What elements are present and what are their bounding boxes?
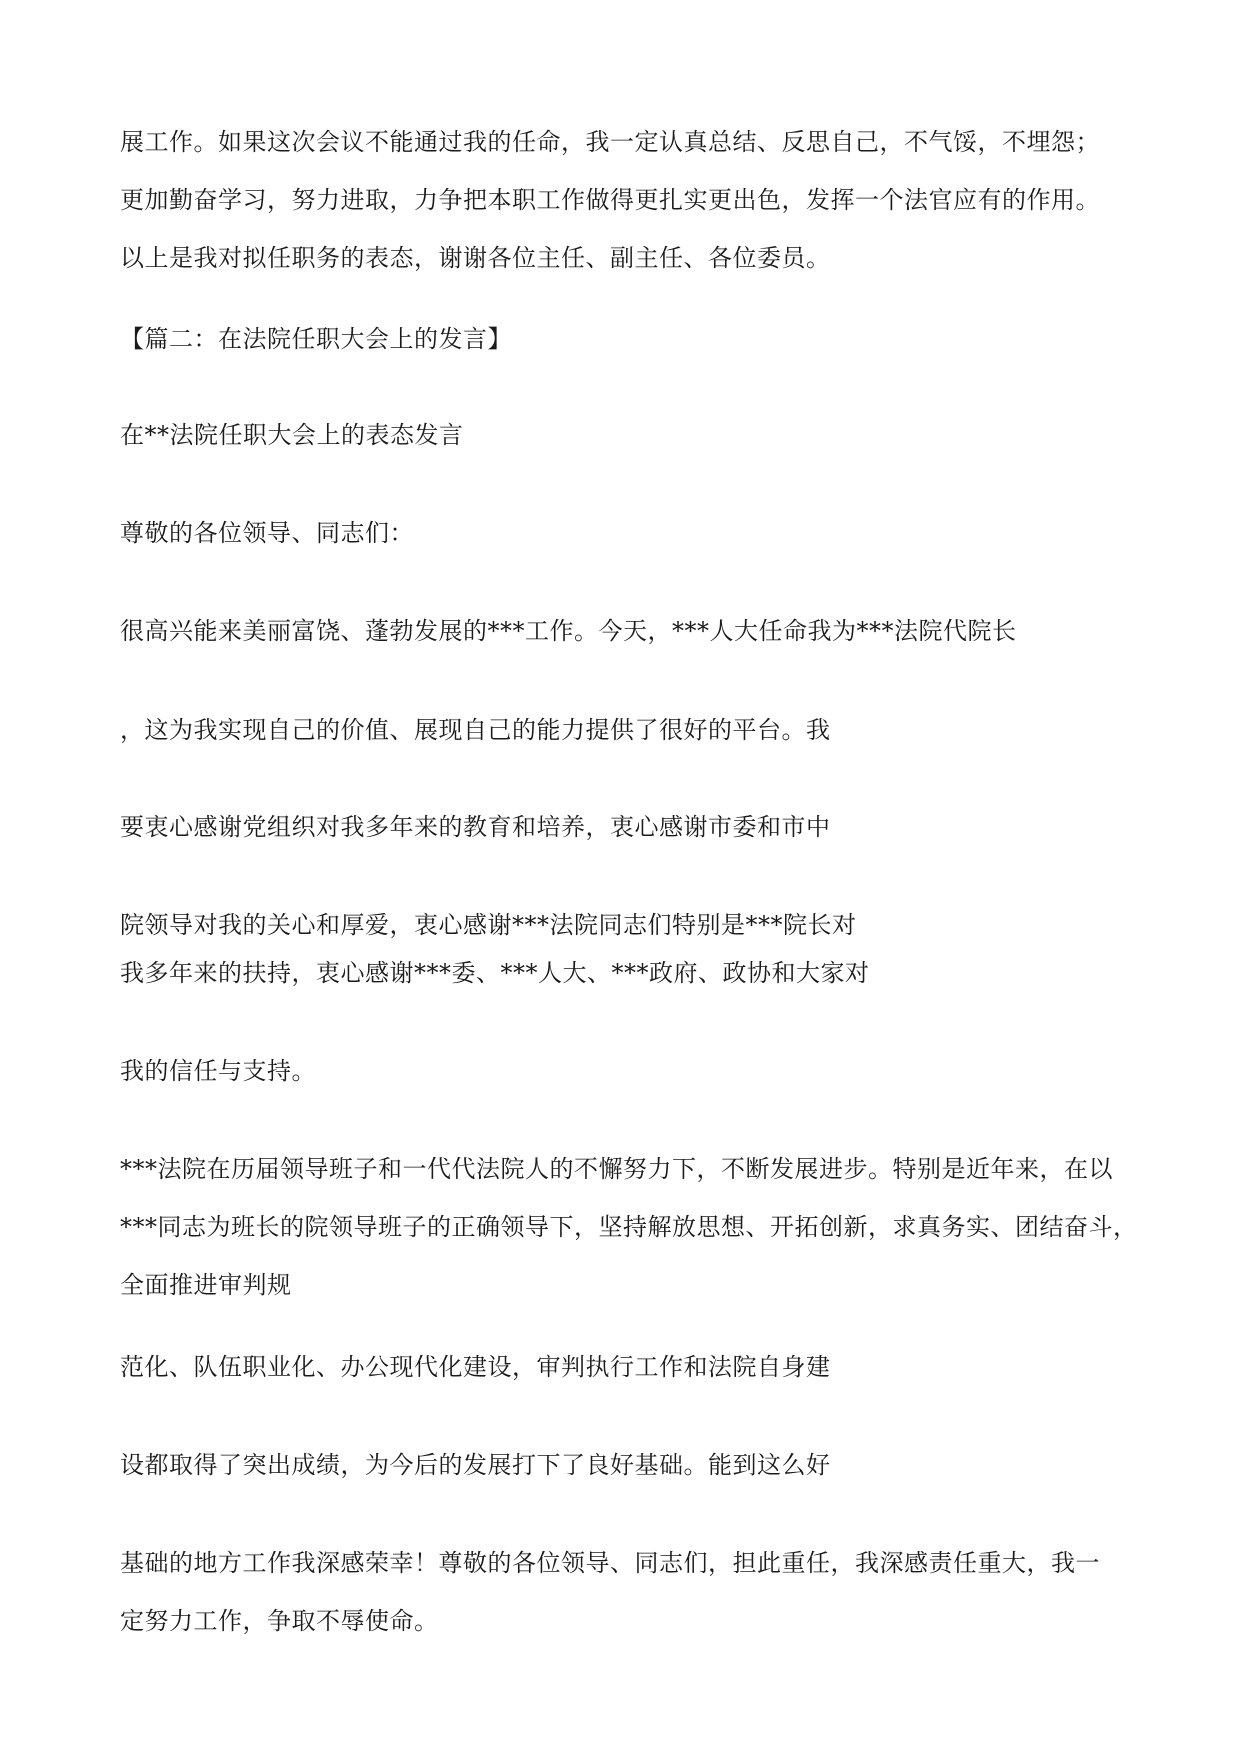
salutation: 尊敬的各位领导、同志们： [120,519,414,547]
text-line: 基础的地方工作我深感荣幸！尊敬的各位领导、同志们，担此重任，我深感责任重大，我一 [120,1549,1100,1577]
section-heading: 【篇二：在法院任职大会上的发言】 [120,325,512,353]
text-line: 我多年来的扶持，衷心感谢***委、***人大、***政府、政协和大家对 [120,959,870,987]
text-line: 定努力工作，争取不辱使命。 [120,1607,439,1635]
text-line: ***法院在历届领导班子和一代代法院人的不懈努力下，不断发展进步。特别是近年来，在以 [120,1155,1113,1183]
text-line: 很高兴能来美丽富饶、蓬勃发展的***工作。今天，***人大任命我为***法院代院长 [120,617,1017,645]
text-line: 我的信任与支持。 [120,1057,316,1085]
text-line: 范化、队伍职业化、办公现代化建设，审判执行工作和法院自身建 [120,1353,831,1381]
text-line: 展工作。如果这次会议不能通过我的任命，我一定认真总结、反思自己，不气馁，不埋怨； [120,128,1100,156]
text-line: 更加勤奋学习，努力进取，力争把本职工作做得更扎实更出色，发挥一个法官应有的作用。 [120,186,1100,214]
speech-title: 在**法院任职大会上的表态发言 [120,421,464,449]
text-line: 要衷心感谢党组织对我多年来的教育和培养，衷心感谢市委和市中 [120,813,831,841]
text-line: 设都取得了突出成绩，为今后的发展打下了良好基础。能到这么好 [120,1451,831,1479]
text-line: ，这为我实现自己的价值、展现自己的能力提供了很好的平台。我 [120,716,831,744]
text-line: 院领导对我的关心和厚爱，衷心感谢***法院同志们特别是***院长对 [120,911,857,939]
text-line: ***同志为班长的院领导班子的正确领导下，坚持解放思想、开拓创新，求真务实、团结奋斗， [120,1213,1138,1241]
text-line: 以上是我对拟任职务的表态，谢谢各位主任、副主任、各位委员。 [120,244,831,272]
text-line: 全面推进审判规 [120,1271,292,1299]
